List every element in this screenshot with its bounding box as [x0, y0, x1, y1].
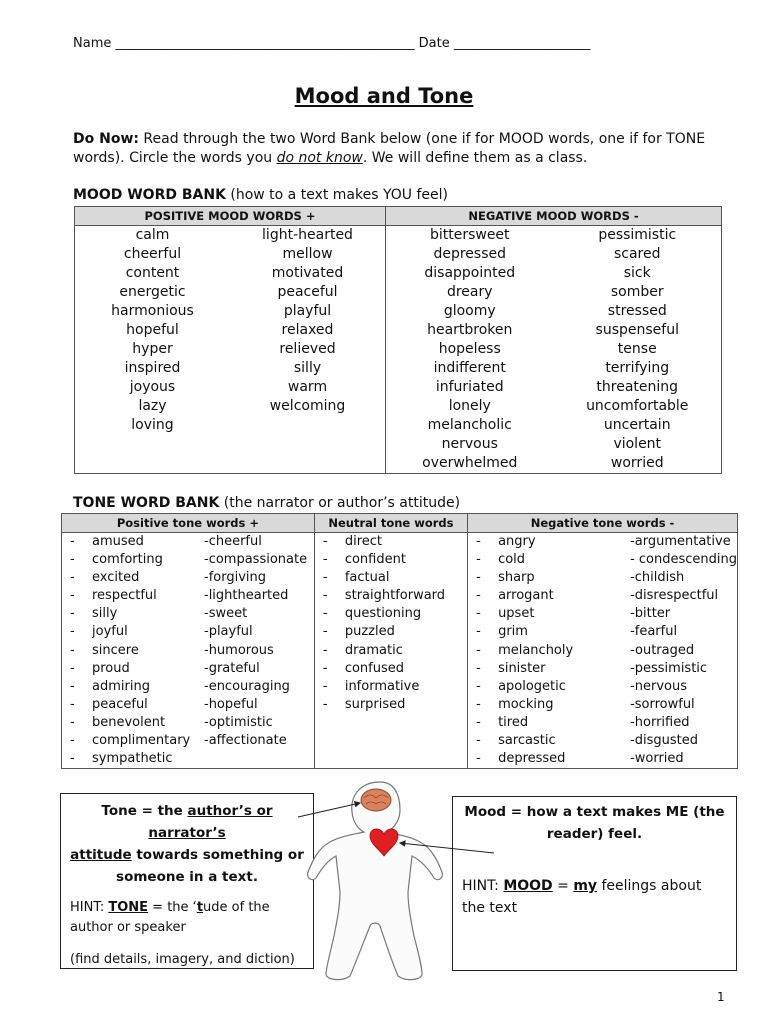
tone-word: -compassionate: [204, 552, 308, 568]
bullet-dash: -: [70, 660, 75, 676]
tone-word: -sorrowful: [630, 696, 695, 712]
mood-word: calm: [135, 227, 170, 243]
mood-word: [230, 416, 385, 435]
negative-tone-list: [468, 533, 737, 768]
mood-word: silly: [293, 360, 322, 376]
mood-word: joyous: [129, 379, 176, 395]
mood-word: threatening: [596, 379, 679, 395]
mood-word: hyper: [132, 341, 173, 357]
mood-word-table: [74, 206, 722, 474]
tone-def-part: Tone = the: [101, 803, 188, 819]
bullet-dash: -: [70, 678, 75, 694]
tone-word: -humorous: [204, 642, 274, 658]
mood-word: heartbroken: [427, 322, 513, 338]
tone-bank-label: [73, 495, 460, 511]
tone-word: peaceful: [92, 696, 148, 712]
bullet-dash: -: [322, 552, 328, 568]
tone-word-row: [62, 696, 314, 714]
tone-word-row: [315, 696, 467, 714]
mood-word: light-hearted: [262, 227, 353, 243]
tone-word: mocking: [498, 696, 554, 712]
bullet-dash: -: [322, 570, 328, 586]
bullet-dash: -: [70, 696, 75, 712]
tone-word: factual: [344, 570, 390, 586]
mood-word: harmonious: [111, 303, 194, 319]
mood-word: mellow: [282, 246, 333, 262]
tone-word-row: [468, 750, 737, 768]
mood-word: sick: [623, 265, 651, 281]
page-number: 1: [717, 990, 725, 1004]
bullet-dash: -: [70, 606, 75, 622]
tone-word: puzzled: [344, 624, 395, 640]
name-date-line: [73, 36, 590, 51]
tone-def-part: towards something or: [131, 847, 304, 863]
mood-word: worried: [610, 455, 664, 471]
mood-word: warm: [287, 379, 328, 395]
tone-word: confident: [344, 552, 406, 568]
tone-word: -cheerful: [204, 534, 262, 549]
bullet-dash: -: [70, 534, 75, 549]
tone-word: -hopeful: [204, 696, 258, 712]
mood-word: cheerful: [123, 246, 182, 262]
mood-hint-my: my: [573, 878, 598, 894]
bullet-dash: -: [476, 552, 481, 568]
tone-word: -outraged: [630, 642, 695, 658]
neutral-tone-header: Neutral tone words: [314, 514, 467, 533]
tone-word: amused: [92, 534, 144, 549]
bullet-dash: -: [476, 624, 481, 640]
tone-word: - condescending: [630, 552, 737, 568]
tone-word: depressed: [498, 751, 566, 767]
date-blank[interactable]: _____________________: [453, 36, 591, 51]
date-label: Date: [418, 36, 450, 51]
tone-word-row: [315, 660, 467, 678]
tone-word: -affectionate: [204, 733, 287, 749]
tone-word: respectful: [92, 588, 157, 604]
bullet-dash: -: [322, 660, 328, 676]
tone-word: -worried: [630, 751, 684, 767]
tone-word-row: [468, 587, 737, 605]
tone-hint-label: HINT:: [70, 900, 109, 915]
mood-word: melancholic: [427, 417, 512, 433]
mood-arrow: [400, 843, 494, 853]
tone-word: -pessimistic: [630, 660, 708, 676]
do-now-emphasis: do not know: [276, 150, 363, 166]
mood-hint-eq: =: [552, 878, 574, 894]
tone-word: melancholy: [498, 642, 574, 658]
tone-word-row: [315, 642, 467, 660]
mood-word: violent: [613, 436, 662, 452]
negative-mood-list: [386, 226, 721, 473]
mood-bank-title: MOOD WORD BANK: [73, 187, 226, 203]
bullet-dash: -: [322, 696, 328, 712]
tone-hint-word: TONE: [108, 900, 149, 915]
tone-details-note: (find details, imagery, and diction): [70, 952, 295, 967]
tone-word: complimentary: [92, 733, 191, 749]
mood-word: disappointed: [424, 265, 516, 281]
tone-word: joyful: [92, 624, 128, 640]
mood-hint: [462, 875, 728, 919]
tone-word-row: [62, 642, 314, 660]
mood-hint-word: MOOD: [503, 878, 553, 894]
bullet-dash: -: [476, 733, 481, 749]
tone-word: -childish: [630, 570, 685, 586]
tone-word-row: [315, 605, 467, 623]
bullet-dash: -: [476, 696, 481, 712]
mood-word: suspenseful: [595, 322, 679, 338]
mood-word: terrifying: [605, 360, 670, 376]
tone-hint: [70, 898, 295, 938]
do-now-label: Do Now:: [73, 131, 139, 147]
bullet-dash: -: [322, 642, 328, 658]
positive-mood-header: POSITIVE MOOD WORDS +: [75, 207, 386, 226]
tone-word-row: [468, 551, 737, 569]
mood-word: lazy: [138, 398, 167, 414]
tone-word: benevolent: [92, 714, 166, 730]
tone-word-row: [315, 533, 467, 551]
tone-word: proud: [92, 660, 130, 676]
tone-hint-mid: = the ‘: [148, 900, 197, 915]
tone-word-row: [468, 678, 737, 696]
tone-word: informative: [344, 678, 420, 694]
tone-word-row: [62, 714, 314, 732]
mood-word: energetic: [119, 284, 186, 300]
tone-word: -disgusted: [630, 733, 699, 749]
tone-word: upset: [498, 606, 535, 622]
bullet-dash: -: [476, 534, 481, 549]
mood-word: relieved: [279, 341, 336, 357]
tone-word-row: [62, 533, 314, 551]
tone-word-row: [468, 569, 737, 587]
mood-word: playful: [283, 303, 332, 319]
tone-word: -optimistic: [204, 714, 273, 730]
tone-word-row: [62, 551, 314, 569]
tone-word: silly: [92, 606, 118, 622]
tone-word-row: [468, 605, 737, 623]
tone-word: questioning: [344, 606, 422, 622]
mood-word: welcoming: [269, 398, 346, 414]
positive-tone-list: [62, 533, 314, 768]
tone-word-row: [468, 623, 737, 641]
mood-word: nervous: [441, 436, 498, 452]
mood-word: inspired: [124, 360, 181, 376]
tone-word: cold: [498, 552, 526, 568]
tone-word-row: [62, 732, 314, 750]
negative-tone-cell: [468, 533, 738, 769]
mood-word: motivated: [271, 265, 344, 281]
mood-word: depressed: [433, 246, 507, 262]
tone-word-row: [468, 533, 737, 551]
do-now-instructions: [73, 130, 723, 168]
bullet-dash: -: [476, 714, 481, 730]
tone-word: tired: [498, 714, 529, 730]
bullet-dash: -: [70, 733, 75, 749]
negative-tone-header: Negative tone words -: [468, 514, 738, 533]
mood-hint-rest: feelings about the text: [462, 878, 702, 916]
tone-word: -encouraging: [204, 678, 290, 694]
tone-word-row: [315, 678, 467, 696]
bullet-dash: -: [322, 534, 328, 549]
tone-word: admiring: [92, 678, 150, 694]
tone-word-row: [468, 732, 737, 750]
bullet-dash: -: [476, 570, 481, 586]
tone-word-row: [315, 569, 467, 587]
arrows: [296, 795, 496, 865]
tone-definition: [61, 800, 313, 888]
tone-word-row: [468, 660, 737, 678]
mood-bank-label: [73, 187, 448, 203]
tone-word-row: [468, 714, 737, 732]
negative-mood-header: NEGATIVE MOOD WORDS -: [386, 207, 722, 226]
tone-word-row: [62, 569, 314, 587]
bullet-dash: -: [70, 552, 75, 568]
neutral-tone-list: [315, 533, 467, 714]
tone-def-underlined: author’s or narrator’s: [148, 803, 273, 841]
tone-word-row: [468, 696, 737, 714]
tone-word-row: [62, 623, 314, 641]
tone-word: -disrespectful: [630, 588, 719, 604]
negative-mood-cell: [386, 226, 722, 474]
bullet-dash: -: [70, 570, 75, 586]
tone-word-row: [315, 587, 467, 605]
do-now-text: Read through the two Word Bank below (one if for MOOD words, one if for TONE words). Circle the words you: [73, 131, 706, 166]
mood-word: peaceful: [277, 284, 338, 300]
tone-word-row: [315, 623, 467, 641]
mood-word: dreary: [446, 284, 493, 300]
bullet-dash: -: [476, 660, 481, 676]
mood-word: loving: [131, 417, 174, 433]
bullet-dash: -: [322, 624, 328, 640]
tone-bank-title: TONE WORD BANK: [73, 495, 220, 511]
mood-bank-desc: (how to a text makes YOU feel): [225, 187, 448, 203]
tone-bank-desc: (the narrator or author’s attitude): [219, 495, 461, 511]
tone-word: confused: [344, 660, 405, 676]
bullet-dash: -: [70, 714, 75, 730]
mood-word: hopeful: [126, 322, 179, 338]
mood-word: scared: [613, 246, 661, 262]
tone-word: arrogant: [498, 588, 554, 604]
tone-word: excited: [92, 570, 140, 586]
tone-word: grim: [498, 624, 528, 640]
bullet-dash: -: [70, 642, 75, 658]
mood-definition: Mood = how a text makes ME (the reader) feel.: [464, 804, 725, 842]
bullet-dash: -: [476, 606, 481, 622]
tone-definition-box: [60, 793, 314, 969]
tone-word-row: [62, 605, 314, 623]
mood-word: uncertain: [603, 417, 671, 433]
tone-word: -lighthearted: [204, 588, 289, 604]
mood-word: lonely: [448, 398, 491, 414]
tone-word: sarcastic: [498, 733, 556, 749]
positive-mood-list: [75, 226, 385, 435]
mood-word: stressed: [607, 303, 667, 319]
bullet-dash: -: [70, 751, 75, 767]
tone-def-part: someone in a text.: [116, 869, 258, 885]
tone-arrow: [298, 803, 360, 817]
positive-mood-cell: [75, 226, 386, 474]
mood-hint-label: HINT:: [462, 878, 504, 894]
name-blank[interactable]: ______________________________________________: [115, 36, 415, 51]
tone-word: -horrified: [630, 714, 690, 730]
tone-def-attitude: attitude: [70, 847, 132, 863]
tone-word: direct: [344, 534, 382, 549]
bullet-dash: -: [476, 678, 481, 694]
tone-word-table: [61, 513, 738, 769]
tone-word-row: [62, 587, 314, 605]
bullet-dash: -: [476, 751, 481, 767]
tone-word: -nervous: [630, 678, 687, 694]
bullet-dash: -: [322, 678, 328, 694]
tone-word: -fearful: [630, 624, 678, 640]
tone-word: comforting: [92, 552, 163, 568]
bullet-dash: -: [70, 588, 75, 604]
tone-word-row: [468, 642, 737, 660]
bullet-dash: -: [322, 588, 328, 604]
positive-tone-cell: [62, 533, 315, 769]
mood-word: somber: [610, 284, 664, 300]
tone-hint-t: t: [196, 900, 204, 915]
bullet-dash: -: [70, 624, 75, 640]
do-now-text-end: . We will define them as a class.: [362, 150, 588, 166]
tone-word-row: [315, 551, 467, 569]
tone-word: -bitter: [630, 606, 671, 622]
mood-word: indifferent: [433, 360, 506, 376]
positive-tone-header: Positive tone words +: [62, 514, 315, 533]
tone-hint-rest: ude of the author or speaker: [70, 900, 270, 935]
tone-word: straightforward: [344, 588, 446, 604]
tone-word: surprised: [344, 696, 406, 712]
mood-word: tense: [617, 341, 657, 357]
tone-word: -playful: [204, 624, 253, 640]
tone-word: -grateful: [204, 660, 260, 676]
tone-word: dramatic: [344, 642, 403, 658]
tone-word-row: [62, 678, 314, 696]
tone-word: sympathetic: [92, 751, 173, 767]
bullet-dash: -: [322, 606, 328, 622]
tone-word-row: [62, 660, 314, 678]
page-title: Mood and Tone: [294, 84, 474, 108]
tone-word: angry: [498, 534, 536, 549]
mood-word: gloomy: [443, 303, 496, 319]
mood-word: bittersweet: [429, 227, 510, 243]
tone-word: -forgiving: [204, 570, 266, 586]
mood-word: uncomfortable: [586, 398, 689, 414]
tone-word: sinister: [498, 660, 546, 676]
tone-word: sincere: [92, 642, 139, 658]
tone-word-row: [62, 750, 314, 768]
tone-word: -sweet: [204, 606, 248, 622]
mood-word: infuriated: [435, 379, 504, 395]
neutral-tone-cell: [314, 533, 467, 769]
bullet-dash: -: [476, 588, 481, 604]
mood-word: content: [125, 265, 180, 281]
bullet-dash: -: [476, 642, 481, 658]
tone-word: -argumentative: [630, 534, 731, 549]
tone-word: apologetic: [498, 678, 566, 694]
mood-word: pessimistic: [598, 227, 677, 243]
name-label: Name: [73, 36, 112, 51]
mood-word: hopeless: [438, 341, 501, 357]
tone-word: sharp: [498, 570, 535, 586]
mood-word: overwhelmed: [422, 455, 518, 471]
mood-word: relaxed: [281, 322, 334, 338]
